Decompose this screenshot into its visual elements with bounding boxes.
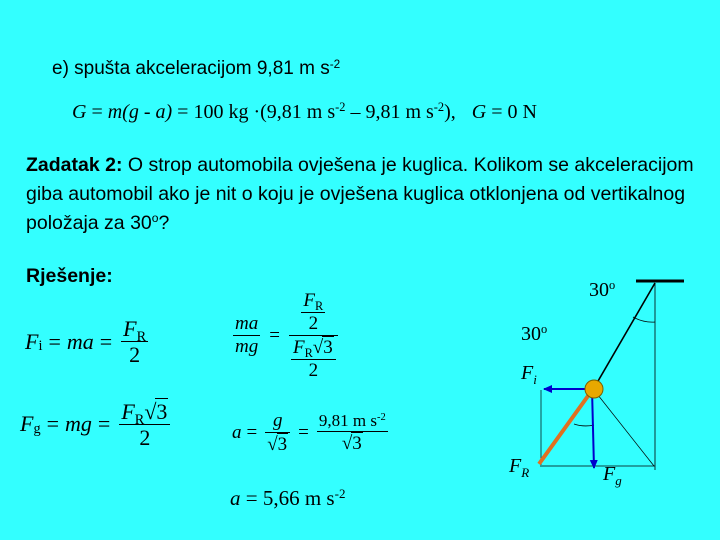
symbol-F: F <box>123 316 137 341</box>
fraction: $\frac{g}{√3}$ <box>265 410 290 456</box>
symbol-F: F <box>303 290 316 311</box>
equals: = <box>99 328 113 354</box>
ball <box>585 380 603 398</box>
fraction: $\frac{F_R√3}{2}$ <box>291 336 336 382</box>
sqrt-value: 3 <box>352 432 362 454</box>
symbol-a: a <box>230 486 241 510</box>
task-end: ? <box>158 212 170 234</box>
symbol-F: F <box>20 411 34 437</box>
result-value: = 0 N <box>486 101 537 123</box>
subscript-R: R <box>136 329 147 345</box>
resultant-force-vector <box>539 389 593 464</box>
symbol-G: G <box>72 101 87 123</box>
fraction: $\frac{9,81 m s^{-2}}{√3}$ <box>318 411 386 454</box>
angle-label-mid <box>521 323 547 346</box>
numerator-g: g <box>272 410 283 431</box>
sqrt-value: 3 <box>323 336 333 358</box>
exponent: -2 <box>335 100 346 115</box>
line-e-exponent: -2 <box>329 57 341 71</box>
symbol-F: F <box>292 336 305 358</box>
angle-arc-mid <box>574 424 594 426</box>
equals: = <box>246 421 258 443</box>
result-value: = 5,66 m s <box>240 486 335 510</box>
subscript-R: R <box>521 464 530 480</box>
subscript-R: R <box>315 299 324 314</box>
equals: = <box>97 411 111 437</box>
numerator-ma: ma <box>235 313 259 335</box>
expression-close: ), <box>444 101 456 123</box>
fraction: $\frac{F_R√3}{2}$ <box>119 398 170 451</box>
expression-mid: – 9,81 m s <box>345 101 434 123</box>
exponent: -2 <box>376 412 386 424</box>
degree-sign: o <box>609 278 616 293</box>
symbol-F: F <box>121 399 135 424</box>
symbol-F: F <box>25 328 39 354</box>
subscript-g: g <box>615 472 622 488</box>
label-fi <box>521 362 537 385</box>
angle-label-top <box>589 279 615 302</box>
gravity-force-vector <box>592 389 594 468</box>
expression-m-g-a: m(g - a) <box>107 101 173 123</box>
line-e-text: e) spušta akceleracijom 9,81 m s <box>52 58 330 79</box>
numerator-value: 9,81 m s <box>318 411 377 431</box>
sqrt-value: 3 <box>156 399 168 424</box>
subscript-i: i <box>38 338 43 355</box>
symbol-G: G <box>471 101 487 123</box>
expression-value: = 100 kg ·(9,81 m s <box>172 101 336 123</box>
subscript-R: R <box>304 346 313 360</box>
symbol-F: F <box>521 362 534 384</box>
denominator-mg: mg <box>235 336 259 358</box>
angle-value: 30 <box>589 279 609 301</box>
equals: = <box>46 411 60 437</box>
subscript-g: g <box>33 420 41 437</box>
subscript-R: R <box>134 412 145 428</box>
symbol-mg: mg <box>65 411 92 437</box>
exponent: -2 <box>334 485 346 501</box>
sqrt-value: 3 <box>277 433 288 455</box>
task-text: O strop automobila ovješena je kuglica. Kolikom se akceleracijom giba automobil ako je nit o koju je ovješena kuglica otklonjena od vertikalnog položaja za 30 <box>26 154 694 234</box>
label-fr <box>509 455 529 478</box>
denominator: 2 <box>121 341 148 367</box>
denominator: 2 <box>119 424 170 450</box>
subscript-i: i <box>533 371 537 387</box>
angle-arc-top <box>633 317 655 322</box>
equals: = <box>86 101 108 123</box>
symbol-F: F <box>509 455 522 477</box>
symbol-F: F <box>603 463 616 485</box>
guide-line <box>594 390 654 466</box>
symbol-a: a <box>232 421 242 443</box>
denominator: 2 <box>291 359 336 382</box>
label-fg <box>603 463 622 486</box>
equals: = <box>269 324 280 346</box>
degree-sign: o <box>151 211 159 226</box>
degree-sign: o <box>541 322 548 337</box>
denominator: 2 <box>301 312 325 335</box>
angle-value: 30 <box>521 323 541 345</box>
equals: = <box>298 421 309 443</box>
solution-label: Rješenje: <box>26 265 113 287</box>
exponent: -2 <box>433 100 445 115</box>
task-label: Zadatak 2: <box>26 154 123 176</box>
symbol-ma: ma <box>66 328 94 354</box>
equals: = <box>48 328 61 354</box>
